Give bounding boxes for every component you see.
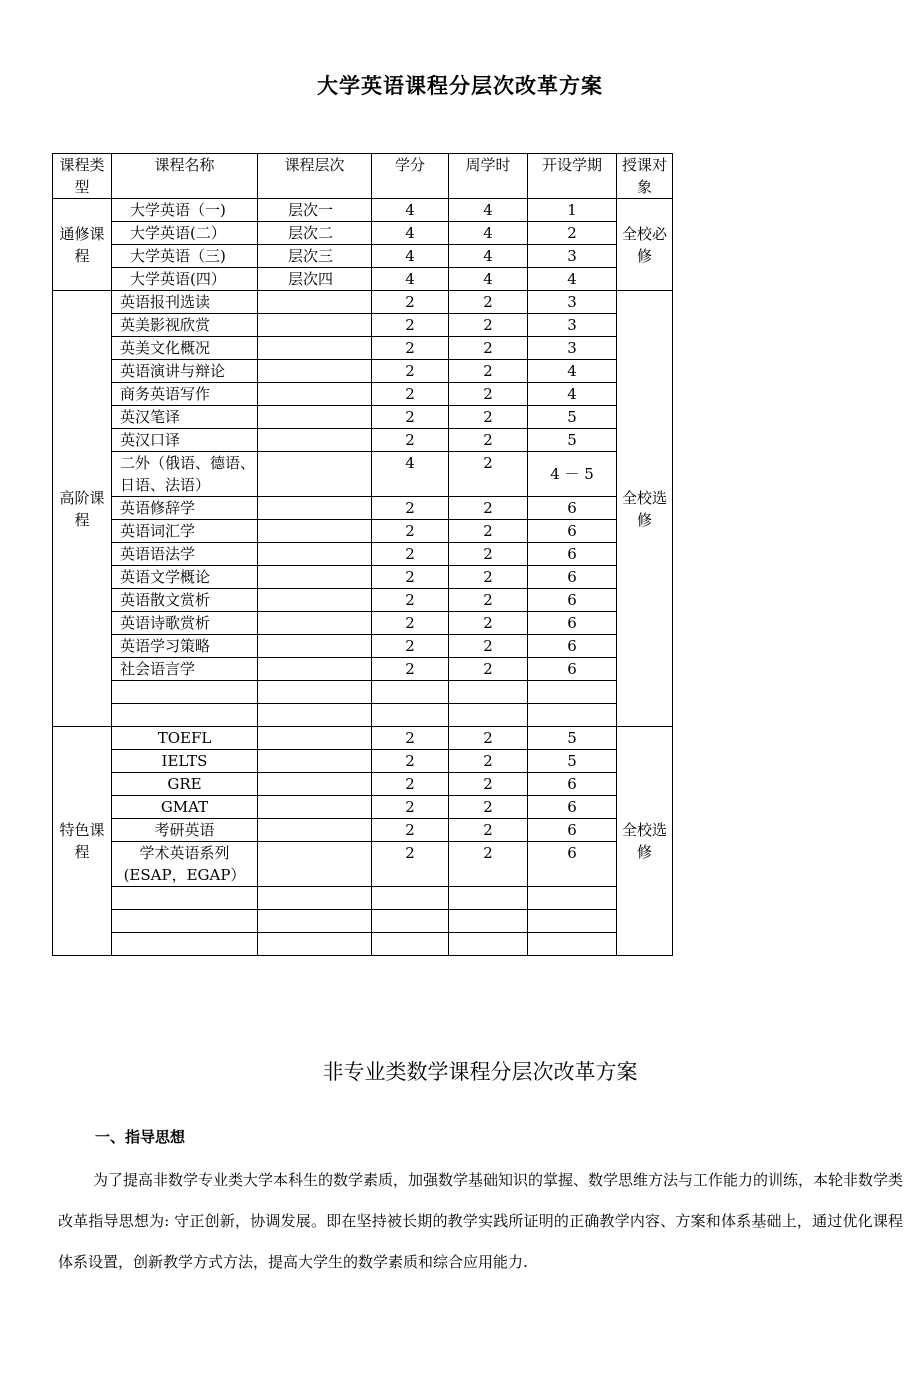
- table-row: [53, 819, 673, 842]
- term-cell: 6: [528, 842, 617, 887]
- credit-cell: 2: [372, 429, 449, 452]
- table-row: [53, 291, 673, 314]
- course-name-cell: TOEFL: [112, 727, 258, 750]
- term-cell: 3: [528, 245, 617, 268]
- credit-cell: 2: [372, 819, 449, 842]
- course-level-cell: [258, 543, 372, 566]
- table-row: [53, 681, 673, 704]
- course-name-cell: 英语报刊选读: [112, 291, 258, 314]
- credit-cell: 2: [372, 406, 449, 429]
- weekly-hours-cell: 2: [449, 796, 528, 819]
- course-type-cell: 特色课程: [53, 727, 112, 956]
- course-name-cell: 英汉笔译: [112, 406, 258, 429]
- weekly-hours-cell: 2: [449, 566, 528, 589]
- term-cell: 6: [528, 796, 617, 819]
- weekly-hours-cell: 2: [449, 360, 528, 383]
- table-row: [53, 589, 673, 612]
- header-type: 课程类型: [53, 154, 112, 199]
- section-title-math: 非专业类数学课程分层次改革方案: [322, 1060, 638, 1084]
- table-row: [53, 520, 673, 543]
- term-cell: 6: [528, 566, 617, 589]
- table-row: [53, 383, 673, 406]
- table-row: [53, 360, 673, 383]
- credit-cell: 4: [372, 268, 449, 291]
- table-row: [53, 429, 673, 452]
- course-name-cell: 二外（俄语、德语、日语、法语）: [112, 452, 258, 497]
- table-row: [53, 612, 673, 635]
- term-cell: 6: [528, 497, 617, 520]
- term-cell: 6: [528, 520, 617, 543]
- term-cell: 6: [528, 658, 617, 681]
- term-cell: 3: [528, 291, 617, 314]
- weekly-hours-cell: 2: [449, 589, 528, 612]
- course-level-cell: [258, 360, 372, 383]
- credit-cell: 2: [372, 566, 449, 589]
- table-row: [53, 222, 673, 245]
- course-name-cell: IELTS: [112, 750, 258, 773]
- term-cell: [528, 933, 617, 956]
- course-name-cell: 学术英语系列(ESAP，EGAP）: [112, 842, 258, 887]
- credit-cell: 2: [372, 589, 449, 612]
- course-name-cell: 社会语言学: [112, 658, 258, 681]
- course-level-cell: [258, 566, 372, 589]
- course-name-cell: 英语文学概论: [112, 566, 258, 589]
- audience-cell: 全校选修: [617, 291, 673, 727]
- course-level-cell: [258, 887, 372, 910]
- credit-cell: 2: [372, 360, 449, 383]
- course-name-cell: [112, 704, 258, 727]
- weekly-hours-cell: 2: [449, 291, 528, 314]
- course-table: [52, 153, 673, 956]
- table-row: [53, 910, 673, 933]
- course-name-cell: [112, 933, 258, 956]
- table-row: [53, 704, 673, 727]
- course-level-cell: [258, 589, 372, 612]
- course-name-cell: 考研英语: [112, 819, 258, 842]
- weekly-hours-cell: [449, 910, 528, 933]
- table-row: [53, 314, 673, 337]
- term-cell: 6: [528, 589, 617, 612]
- course-level-cell: [258, 727, 372, 750]
- term-cell: 1: [528, 199, 617, 222]
- course-name-cell: 英美影视欣赏: [112, 314, 258, 337]
- term-cell: 3: [528, 337, 617, 360]
- weekly-hours-cell: 4: [449, 245, 528, 268]
- section-paragraph: 为了提高非数学专业类大学本科生的数学素质，加强数学基础知识的掌握、数学思维方法与工作能力的训练，本轮非数学类改革指导思想为: 守正创新，协调发展。即在坚持被长期的教学实践所证明的正确教学内容、方案和体系基础上，通过优化课程体系设置，创新教学方式方法，提高大学生的数学素质和综合应用能力.: [58, 1171, 904, 1271]
- course-name-cell: 英汉口译: [112, 429, 258, 452]
- table-row: [53, 245, 673, 268]
- course-level-cell: [258, 406, 372, 429]
- weekly-hours-cell: [449, 681, 528, 704]
- table-row: [53, 887, 673, 910]
- table-row: [53, 199, 673, 222]
- term-cell: [528, 681, 617, 704]
- term-cell: 4 － 5: [528, 452, 617, 497]
- table-header-row: [53, 154, 673, 199]
- credit-cell: [372, 933, 449, 956]
- course-name-cell: 大学英语(二）: [112, 222, 258, 245]
- course-level-cell: [258, 773, 372, 796]
- weekly-hours-cell: 2: [449, 314, 528, 337]
- course-level-cell: [258, 819, 372, 842]
- audience-cell: 全校必修: [617, 199, 673, 291]
- term-cell: 5: [528, 429, 617, 452]
- term-cell: 4: [528, 360, 617, 383]
- course-name-cell: 英美文化概况: [112, 337, 258, 360]
- term-cell: 5: [528, 727, 617, 750]
- weekly-hours-cell: 2: [449, 773, 528, 796]
- course-level-cell: [258, 497, 372, 520]
- credit-cell: 4: [372, 452, 449, 497]
- term-cell: 6: [528, 543, 617, 566]
- weekly-hours-cell: 2: [449, 819, 528, 842]
- course-level-cell: 层次三: [258, 245, 372, 268]
- weekly-hours-cell: 2: [449, 497, 528, 520]
- table-row: [53, 658, 673, 681]
- credit-cell: [372, 681, 449, 704]
- course-level-cell: [258, 658, 372, 681]
- weekly-hours-cell: 2: [449, 406, 528, 429]
- header-name: 课程名称: [112, 154, 258, 199]
- table-row: [53, 566, 673, 589]
- term-cell: [528, 910, 617, 933]
- course-level-cell: [258, 291, 372, 314]
- audience-cell: 全校选修: [617, 727, 673, 956]
- term-cell: 4: [528, 383, 617, 406]
- credit-cell: [372, 704, 449, 727]
- weekly-hours-cell: 4: [449, 199, 528, 222]
- table-row: [53, 543, 673, 566]
- course-level-cell: [258, 842, 372, 887]
- credit-cell: 2: [372, 612, 449, 635]
- term-cell: 3: [528, 314, 617, 337]
- term-cell: 5: [528, 750, 617, 773]
- course-name-cell: 大学英语（三): [112, 245, 258, 268]
- table-row: [53, 727, 673, 750]
- course-level-cell: [258, 520, 372, 543]
- course-level-cell: [258, 681, 372, 704]
- course-type-cell: 通修课程: [53, 199, 112, 291]
- weekly-hours-cell: 2: [449, 520, 528, 543]
- course-level-cell: [258, 612, 372, 635]
- term-cell: 2: [528, 222, 617, 245]
- course-level-cell: [258, 910, 372, 933]
- course-name-cell: 英语语法学: [112, 543, 258, 566]
- table-row: [53, 452, 673, 497]
- weekly-hours-cell: 2: [449, 842, 528, 887]
- table-row: [53, 406, 673, 429]
- weekly-hours-cell: 2: [449, 612, 528, 635]
- course-name-cell: [112, 681, 258, 704]
- weekly-hours-cell: [449, 704, 528, 727]
- weekly-hours-cell: 2: [449, 337, 528, 360]
- course-name-cell: 英语修辞学: [112, 497, 258, 520]
- course-name-cell: GRE: [112, 773, 258, 796]
- course-name-cell: 英语学习策略: [112, 635, 258, 658]
- header-credit: 学分: [372, 154, 449, 199]
- weekly-hours-cell: 2: [449, 452, 528, 497]
- term-cell: [528, 887, 617, 910]
- section-heading: 一、指导思想: [95, 1128, 186, 1146]
- credit-cell: [372, 910, 449, 933]
- course-level-cell: [258, 635, 372, 658]
- course-level-cell: [258, 452, 372, 497]
- weekly-hours-cell: 4: [449, 222, 528, 245]
- course-name-cell: [112, 910, 258, 933]
- course-level-cell: [258, 796, 372, 819]
- course-level-cell: [258, 314, 372, 337]
- weekly-hours-cell: 2: [449, 429, 528, 452]
- credit-cell: 2: [372, 658, 449, 681]
- term-cell: 6: [528, 819, 617, 842]
- header-audience: 授课对象: [617, 154, 673, 199]
- header-term: 开设学期: [528, 154, 617, 199]
- table-row: [53, 933, 673, 956]
- table-row: [53, 750, 673, 773]
- credit-cell: 2: [372, 727, 449, 750]
- page-title: 大学英语课程分层次改革方案: [317, 73, 603, 98]
- table-row: [53, 773, 673, 796]
- weekly-hours-cell: [449, 887, 528, 910]
- course-level-cell: [258, 704, 372, 727]
- course-name-cell: 大学英语（一): [112, 199, 258, 222]
- course-name-cell: [112, 887, 258, 910]
- weekly-hours-cell: 2: [449, 543, 528, 566]
- term-cell: [528, 704, 617, 727]
- credit-cell: 2: [372, 520, 449, 543]
- course-name-cell: 英语演讲与辩论: [112, 360, 258, 383]
- table-row: [53, 796, 673, 819]
- course-name-cell: 商务英语写作: [112, 383, 258, 406]
- weekly-hours-cell: 2: [449, 750, 528, 773]
- table-row: [53, 268, 673, 291]
- credit-cell: 4: [372, 199, 449, 222]
- credit-cell: 2: [372, 337, 449, 360]
- course-level-cell: 层次二: [258, 222, 372, 245]
- header-level: 课程层次: [258, 154, 372, 199]
- weekly-hours-cell: 2: [449, 658, 528, 681]
- course-name-cell: 大学英语(四）: [112, 268, 258, 291]
- credit-cell: 4: [372, 222, 449, 245]
- course-level-cell: [258, 933, 372, 956]
- term-cell: 5: [528, 406, 617, 429]
- term-cell: 6: [528, 612, 617, 635]
- credit-cell: 4: [372, 245, 449, 268]
- credit-cell: 2: [372, 750, 449, 773]
- course-level-cell: 层次四: [258, 268, 372, 291]
- course-level-cell: [258, 383, 372, 406]
- table-row: [53, 337, 673, 360]
- header-hours: 周学时: [449, 154, 528, 199]
- credit-cell: 2: [372, 291, 449, 314]
- course-name-cell: GMAT: [112, 796, 258, 819]
- credit-cell: 2: [372, 773, 449, 796]
- credit-cell: 2: [372, 497, 449, 520]
- credit-cell: 2: [372, 314, 449, 337]
- term-cell: 4: [528, 268, 617, 291]
- course-level-cell: [258, 750, 372, 773]
- course-level-cell: [258, 337, 372, 360]
- credit-cell: [372, 887, 449, 910]
- course-level-cell: [258, 429, 372, 452]
- course-name-cell: 英语散文赏析: [112, 589, 258, 612]
- course-type-cell: 高阶课程: [53, 291, 112, 727]
- table-row: [53, 635, 673, 658]
- term-cell: 6: [528, 773, 617, 796]
- weekly-hours-cell: [449, 933, 528, 956]
- table-row: [53, 497, 673, 520]
- credit-cell: 2: [372, 383, 449, 406]
- weekly-hours-cell: 2: [449, 383, 528, 406]
- course-level-cell: 层次一: [258, 199, 372, 222]
- table-row: [53, 842, 673, 887]
- credit-cell: 2: [372, 635, 449, 658]
- weekly-hours-cell: 2: [449, 727, 528, 750]
- term-cell: 6: [528, 635, 617, 658]
- course-name-cell: 英语词汇学: [112, 520, 258, 543]
- course-name-cell: 英语诗歌赏析: [112, 612, 258, 635]
- credit-cell: 2: [372, 842, 449, 887]
- credit-cell: 2: [372, 543, 449, 566]
- weekly-hours-cell: 4: [449, 268, 528, 291]
- weekly-hours-cell: 2: [449, 635, 528, 658]
- credit-cell: 2: [372, 796, 449, 819]
